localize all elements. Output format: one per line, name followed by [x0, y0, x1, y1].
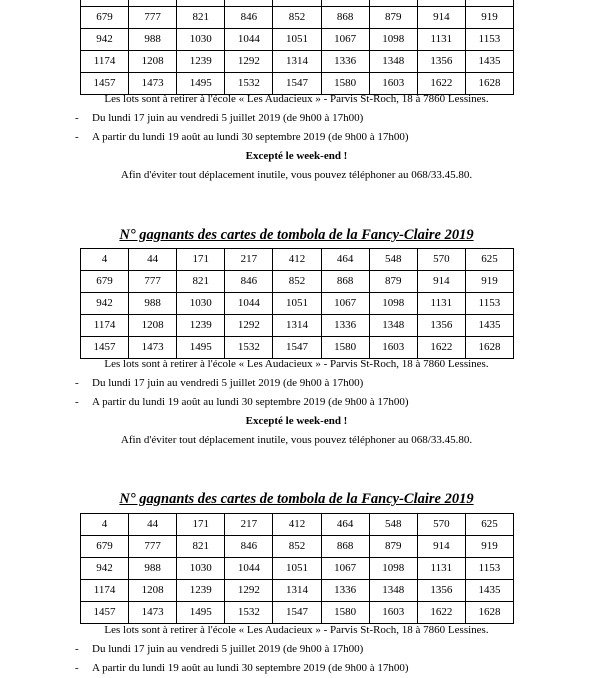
winning-number-cell: 1336	[321, 315, 369, 337]
winning-number-cell: 1628	[465, 337, 513, 359]
winning-number-cell: 868	[321, 536, 369, 558]
winning-number-cell: 570	[417, 249, 465, 271]
winning-number-cell: 777	[129, 271, 177, 293]
winning-number-cell: 879	[369, 7, 417, 29]
winning-number-cell: 1348	[369, 580, 417, 602]
winning-number-cell: 1044	[225, 558, 273, 580]
phone-note: Afin d'éviter tout déplacement inutile, vous pouvez téléphoner au 068/33.45.80.	[120, 169, 473, 181]
table-row	[81, 51, 514, 73]
winning-number-cell: 1292	[225, 51, 273, 73]
winning-number-cell: 1239	[177, 315, 225, 337]
table-row	[81, 293, 514, 315]
winning-number-cell: 1348	[369, 315, 417, 337]
winning-number-cell: 852	[273, 536, 321, 558]
winning-number-cell: 1239	[177, 580, 225, 602]
winning-number-cell: 1153	[465, 29, 513, 51]
winning-number-cell: 846	[225, 271, 273, 293]
phone-note: Afin d'éviter tout déplacement inutile, vous pouvez téléphoner au 068/33.45.80.	[120, 434, 473, 446]
winning-number-cell: 1336	[321, 580, 369, 602]
winning-number-cell: 1495	[177, 73, 225, 95]
pickup-info	[0, 621, 593, 678]
winning-number-cell: 868	[321, 271, 369, 293]
winning-number-cell: 777	[129, 7, 177, 29]
weekend-note: Excepté le week-end !	[245, 415, 348, 427]
pickup-period-2-text: A partir du lundi 19 août au lundi 30 septembre 2019 (de 9h00 à 17h00)	[92, 131, 409, 143]
table-row	[81, 7, 514, 29]
winning-number-cell: 919	[465, 7, 513, 29]
winning-number-cell: 1356	[417, 580, 465, 602]
pickup-period-1	[0, 109, 593, 128]
winning-number-cell: 1348	[369, 51, 417, 73]
winning-number-cell: 1067	[321, 558, 369, 580]
pickup-info	[0, 90, 593, 185]
table-row	[81, 315, 514, 337]
winning-number-cell: 1603	[369, 602, 417, 624]
winning-number-cell: 1051	[273, 29, 321, 51]
winning-numbers-table	[80, 0, 514, 95]
winning-number-cell: 1153	[465, 293, 513, 315]
winning-number-cell: 919	[465, 536, 513, 558]
winning-number-cell: 1622	[417, 337, 465, 359]
pickup-period-1-text: Du lundi 17 juin au vendredi 5 juillet 2019 (de 9h00 à 17h00)	[92, 377, 364, 389]
winning-number-cell: 1174	[81, 580, 129, 602]
table-row	[81, 249, 514, 271]
winning-number-cell: 942	[81, 29, 129, 51]
winning-number-cell: 1622	[417, 602, 465, 624]
winning-number-cell: 1314	[273, 315, 321, 337]
winning-number-cell: 988	[129, 293, 177, 315]
pickup-period-1	[0, 640, 593, 659]
winning-number-cell: 1051	[273, 293, 321, 315]
table-row	[81, 514, 514, 536]
winning-number-cell: 1098	[369, 293, 417, 315]
winning-number-cell: 852	[273, 271, 321, 293]
weekend-note: Excepté le week-end !	[245, 150, 348, 162]
table-row	[81, 536, 514, 558]
pickup-period-1	[0, 374, 593, 393]
winning-number-cell: 821	[177, 536, 225, 558]
winning-number-cell: 1580	[321, 602, 369, 624]
winning-number-cell: 1435	[465, 580, 513, 602]
winning-number-cell: 1051	[273, 558, 321, 580]
winning-number-cell: 1174	[81, 51, 129, 73]
pickup-period-1-text: Du lundi 17 juin au vendredi 5 juillet 2019 (de 9h00 à 17h00)	[92, 112, 364, 124]
winning-number-cell: 1030	[177, 29, 225, 51]
winning-number-cell: 217	[225, 249, 273, 271]
winning-number-cell: 1547	[273, 337, 321, 359]
winning-number-cell: 914	[417, 271, 465, 293]
winning-number-cell: 1435	[465, 315, 513, 337]
winning-number-cell: 1336	[321, 51, 369, 73]
winning-number-cell: 1435	[465, 51, 513, 73]
pickup-period-2	[0, 128, 593, 147]
winning-number-cell: 217	[225, 514, 273, 536]
bullet-dash: -	[75, 377, 79, 389]
table-row	[81, 558, 514, 580]
winning-number-cell: 1532	[225, 73, 273, 95]
winning-number-cell: 1044	[225, 293, 273, 315]
winning-number-cell: 1473	[129, 337, 177, 359]
winning-number-cell: 846	[225, 7, 273, 29]
winning-number-cell: 777	[129, 536, 177, 558]
pickup-location-text: Les lots sont à retirer à l'école « Les Audacieux » - Parvis St-Roch, 18 à 7860 Lessines.	[104, 624, 489, 636]
winning-number-cell: 1473	[129, 602, 177, 624]
bullet-dash: -	[75, 662, 79, 674]
winning-number-cell: 1067	[321, 29, 369, 51]
bullet-dash: -	[75, 396, 79, 408]
winning-number-cell: 625	[465, 514, 513, 536]
winning-number-cell: 679	[81, 7, 129, 29]
winning-number-cell: 821	[177, 7, 225, 29]
winning-number-cell: 171	[177, 249, 225, 271]
winning-number-cell: 1457	[81, 602, 129, 624]
winning-number-cell: 44	[129, 514, 177, 536]
winning-number-cell: 625	[465, 249, 513, 271]
winning-number-cell: 988	[129, 558, 177, 580]
winning-number-cell: 1473	[129, 73, 177, 95]
winning-number-cell: 1495	[177, 602, 225, 624]
winning-number-cell: 988	[129, 29, 177, 51]
winning-number-cell: 1153	[465, 558, 513, 580]
winning-number-cell: 846	[225, 536, 273, 558]
winning-number-cell: 1622	[417, 73, 465, 95]
pickup-period-2-text: A partir du lundi 19 août au lundi 30 septembre 2019 (de 9h00 à 17h00)	[92, 396, 409, 408]
winning-number-cell: 1131	[417, 29, 465, 51]
winning-number-cell: 942	[81, 293, 129, 315]
bullet-dash: -	[75, 112, 79, 124]
winning-number-cell: 1314	[273, 51, 321, 73]
winning-number-cell: 919	[465, 271, 513, 293]
winning-number-cell: 171	[177, 514, 225, 536]
winning-number-cell: 1603	[369, 73, 417, 95]
winning-number-cell: 879	[369, 271, 417, 293]
winning-number-cell: 1603	[369, 337, 417, 359]
pickup-period-2	[0, 393, 593, 412]
winning-number-cell: 548	[369, 514, 417, 536]
table-row	[81, 29, 514, 51]
winning-number-cell: 1044	[225, 29, 273, 51]
winning-number-cell: 570	[417, 514, 465, 536]
winning-number-cell: 679	[81, 271, 129, 293]
winning-number-cell: 464	[321, 514, 369, 536]
winning-number-cell: 1628	[465, 73, 513, 95]
winning-number-cell: 821	[177, 271, 225, 293]
winning-number-cell: 44	[129, 249, 177, 271]
pickup-info	[0, 355, 593, 450]
table-row	[81, 271, 514, 293]
winning-number-cell: 1098	[369, 558, 417, 580]
pickup-period-2-text: A partir du lundi 19 août au lundi 30 septembre 2019 (de 9h00 à 17h00)	[92, 662, 409, 674]
winning-number-cell: 942	[81, 558, 129, 580]
table-row	[81, 580, 514, 602]
winning-number-cell: 4	[81, 249, 129, 271]
winning-number-cell: 1580	[321, 337, 369, 359]
winning-number-cell: 1457	[81, 73, 129, 95]
winning-number-cell: 1131	[417, 293, 465, 315]
winning-number-cell: 1239	[177, 51, 225, 73]
winning-number-cell: 412	[273, 514, 321, 536]
winning-number-cell: 1292	[225, 315, 273, 337]
winning-number-cell: 1547	[273, 73, 321, 95]
winning-number-cell: 679	[81, 536, 129, 558]
winning-number-cell: 1547	[273, 602, 321, 624]
winning-number-cell: 1495	[177, 337, 225, 359]
winning-number-cell: 1067	[321, 293, 369, 315]
winning-number-cell: 1314	[273, 580, 321, 602]
block-title: N° gagnants des cartes de tombola de la Fancy-Claire 2019	[119, 491, 474, 507]
bullet-dash: -	[75, 131, 79, 143]
winning-number-cell: 1356	[417, 51, 465, 73]
pickup-period-2	[0, 659, 593, 678]
winning-number-cell: 852	[273, 7, 321, 29]
block-title: N° gagnants des cartes de tombola de la Fancy-Claire 2019	[119, 227, 474, 243]
winning-number-cell: 1356	[417, 315, 465, 337]
winning-number-cell: 868	[321, 7, 369, 29]
winning-number-cell: 1208	[129, 51, 177, 73]
winning-number-cell: 1098	[369, 29, 417, 51]
winning-number-cell: 1131	[417, 558, 465, 580]
winning-number-cell: 4	[81, 514, 129, 536]
winning-number-cell: 1030	[177, 558, 225, 580]
bullet-dash: -	[75, 643, 79, 655]
winning-number-cell: 1532	[225, 337, 273, 359]
winning-number-cell: 412	[273, 249, 321, 271]
pickup-location-text: Les lots sont à retirer à l'école « Les Audacieux » - Parvis St-Roch, 18 à 7860 Lessines.	[104, 93, 489, 105]
winning-number-cell: 548	[369, 249, 417, 271]
pickup-period-1-text: Du lundi 17 juin au vendredi 5 juillet 2019 (de 9h00 à 17h00)	[92, 643, 364, 655]
winning-number-cell: 1030	[177, 293, 225, 315]
winning-number-cell: 1292	[225, 580, 273, 602]
winning-number-cell: 914	[417, 7, 465, 29]
winning-number-cell: 1628	[465, 602, 513, 624]
pickup-location-text: Les lots sont à retirer à l'école « Les Audacieux » - Parvis St-Roch, 18 à 7860 Lessines.	[104, 358, 489, 370]
winning-number-cell: 1457	[81, 337, 129, 359]
winning-number-cell: 1174	[81, 315, 129, 337]
winning-numbers-table	[80, 248, 514, 359]
winning-number-cell: 1208	[129, 315, 177, 337]
winning-number-cell: 1580	[321, 73, 369, 95]
winning-number-cell: 1208	[129, 580, 177, 602]
winning-numbers-table	[80, 513, 514, 624]
winning-number-cell: 914	[417, 536, 465, 558]
winning-number-cell: 464	[321, 249, 369, 271]
winning-number-cell: 1532	[225, 602, 273, 624]
winning-number-cell: 879	[369, 536, 417, 558]
